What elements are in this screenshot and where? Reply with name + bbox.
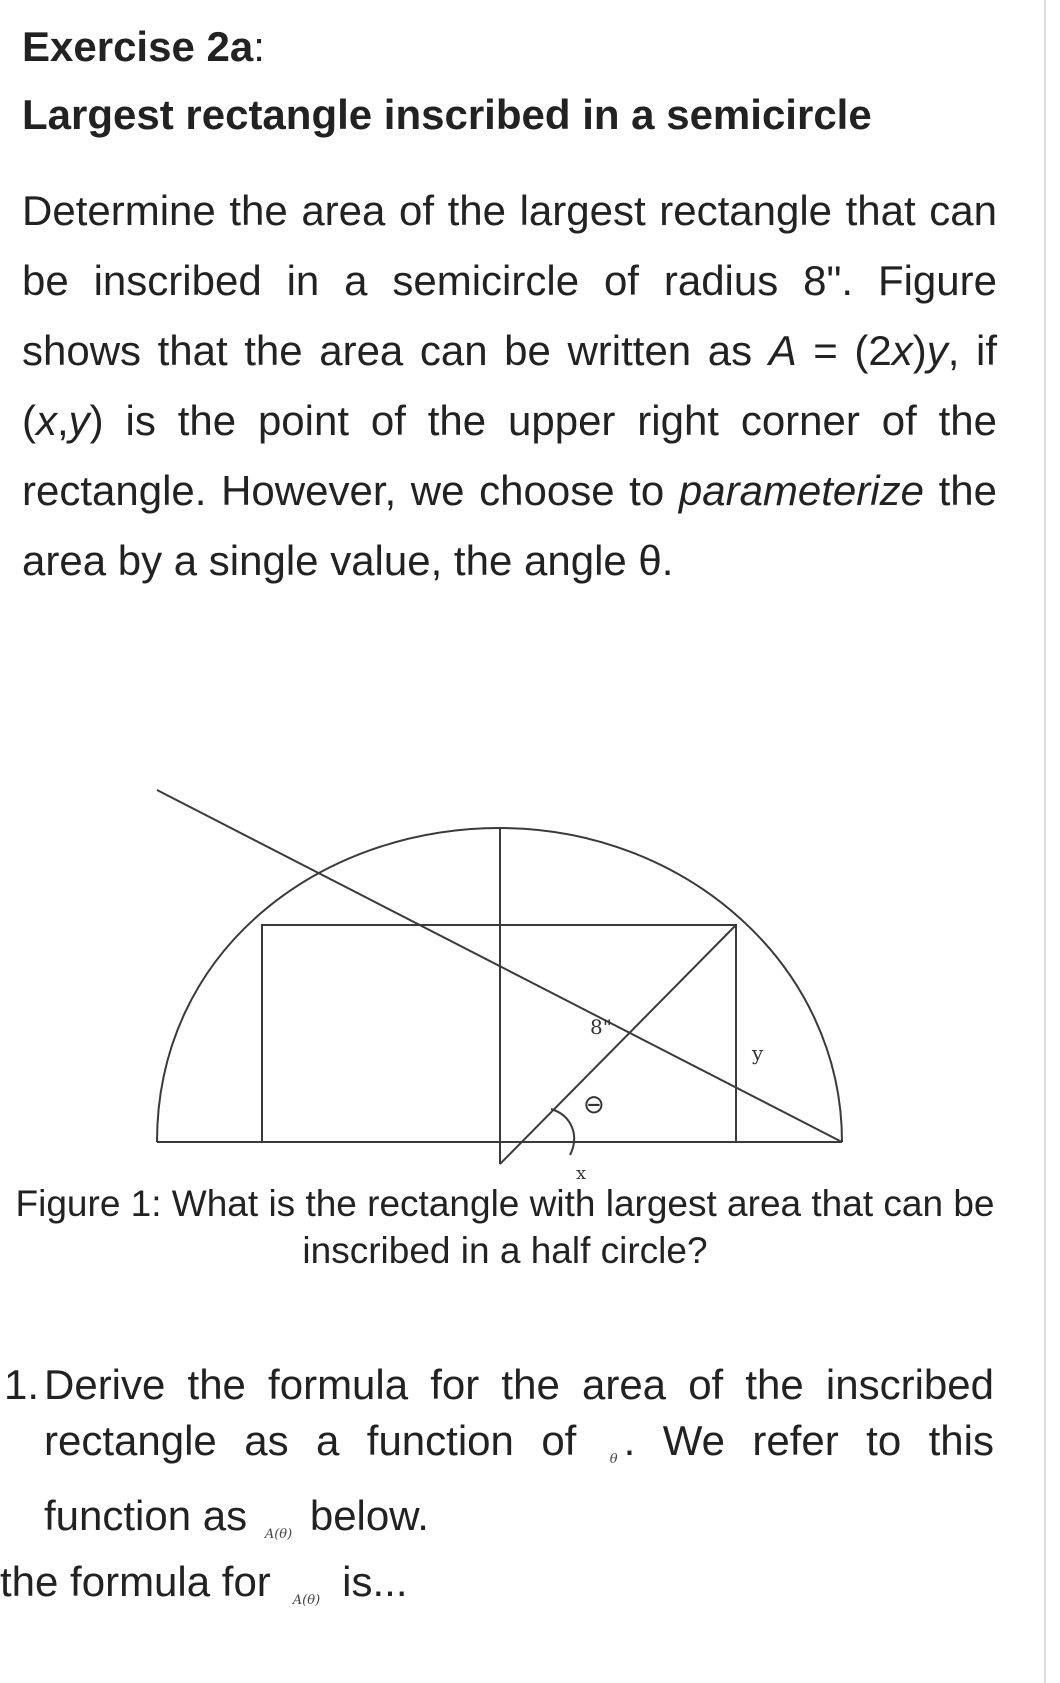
page-right-border [1044,0,1046,1683]
radius-label: 8" [590,1015,612,1039]
theta-label: ⊖ [583,1090,605,1120]
question-text [44,1357,994,1563]
formula-close: ) [912,327,927,374]
exercise-title-colon: : [253,23,265,70]
formula-A: A [768,327,797,374]
formula-eq: = (2 [796,327,892,374]
angle-arc [551,1109,574,1155]
answer-a-theta-symbol: A(θ) [292,1593,321,1608]
intro-paragraph [22,176,997,596]
a-theta-symbol: A(θ) [264,1527,293,1542]
y-label: y [752,1041,764,1065]
intro-text-1: Determine the area of the largest rectangle that can be inscribed in a semicircle of radius 8". Figure shows that the area can be written as [22,187,997,374]
figure-caption: Figure 1: What is the rectangle with largest area that can be inscribed in a half circle? [15,1183,995,1271]
semicircle-diagram [150,790,860,1190]
theta-symbol: θ [609,1452,618,1467]
formula-y: y [926,327,948,374]
answer-suffix: is... [342,1558,408,1605]
intro-text-4: the area by a single value, the angle θ. [22,467,997,584]
question-number: 1. [4,1361,40,1408]
intro-text-2: , if ( [22,327,997,444]
formula-x: x [891,327,913,374]
intro-text-3: ) is the point of the upper right corner of the rectangle. However, we choose to [22,397,997,514]
exercise-title-text: Exercise 2a [22,23,254,70]
point-x: x [36,397,57,444]
parameterize-word: parameterize [678,467,924,514]
question-text-3: below. [309,1492,429,1539]
x-label: x [576,1163,587,1184]
point-y: y [68,397,90,444]
exercise-subtitle: Largest rectangle inscribed in a semicircle [22,91,872,138]
question-text-1: Derive the formula for the area of the inscribed rectangle as a function of [44,1361,994,1464]
radius-line [500,925,736,1164]
question-text-2: . We refer to this function as [44,1417,994,1539]
semicircle-figure [150,790,860,1190]
exercise-title [22,22,265,72]
answer-prefix: the formula for [0,1558,271,1605]
answer-line [0,1554,408,1629]
point-comma: , [57,397,69,444]
